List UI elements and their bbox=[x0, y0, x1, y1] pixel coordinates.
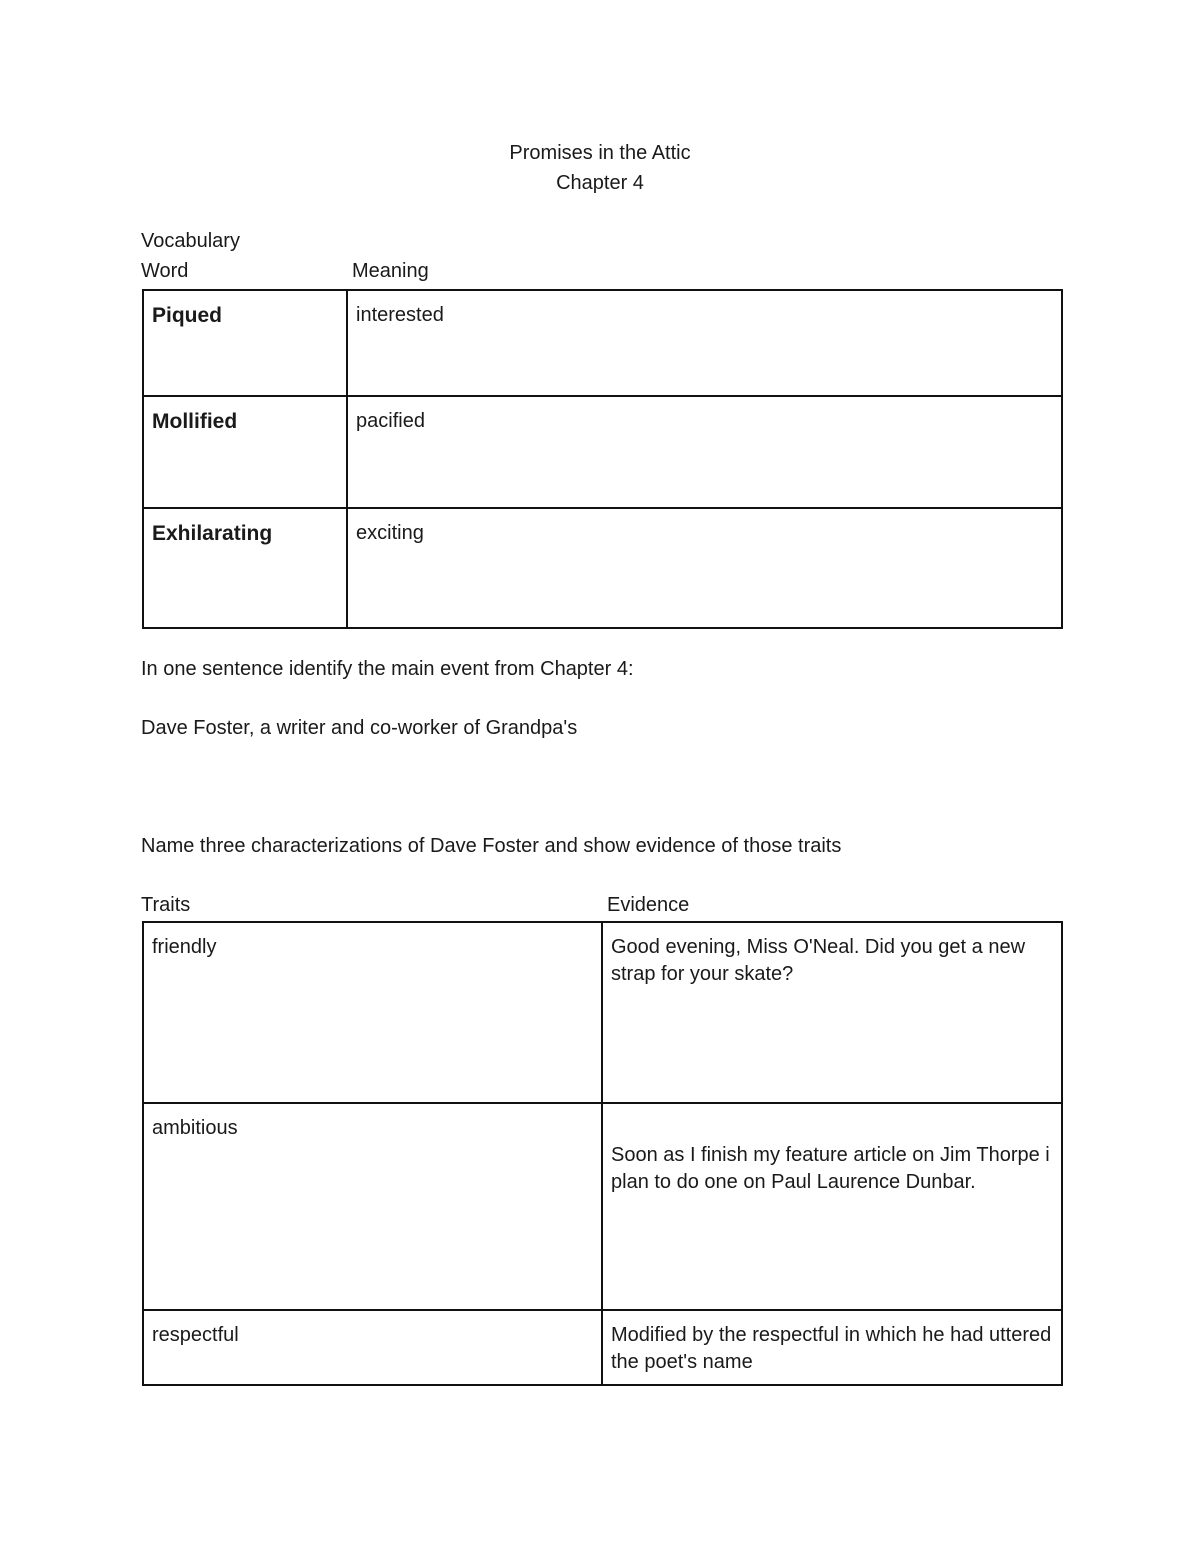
trait-value: friendly bbox=[152, 936, 217, 958]
trait-value: ambitious bbox=[152, 1117, 238, 1139]
vocab-meaning-cell bbox=[347, 290, 1062, 396]
vocab-col-meaning-label: Meaning bbox=[352, 260, 429, 282]
vocab-meaning: exciting bbox=[356, 522, 424, 544]
evidence-col-label: Evidence bbox=[607, 894, 690, 916]
vocab-meaning-cell bbox=[347, 396, 1062, 508]
vocab-word-cell bbox=[143, 396, 347, 508]
page-subtitle: Chapter 4 bbox=[556, 172, 644, 194]
main-event-prompt: In one sentence identify the main event from Chapter 4: bbox=[141, 658, 634, 680]
evidence-cell bbox=[602, 1103, 1062, 1310]
vocab-word: Mollified bbox=[152, 410, 238, 433]
characterization-table bbox=[142, 921, 1063, 1386]
vocab-word: Exhilarating bbox=[152, 522, 273, 545]
vocabulary-heading: Vocabulary bbox=[141, 230, 240, 252]
table-row bbox=[143, 1310, 1062, 1385]
table-row bbox=[143, 1103, 1062, 1310]
vocab-meaning: interested bbox=[356, 304, 444, 326]
trait-cell bbox=[143, 1310, 602, 1385]
vocab-col-word-label: Word bbox=[141, 260, 189, 282]
page-title: Promises in the Attic bbox=[509, 142, 691, 164]
table-row bbox=[143, 396, 1062, 508]
trait-cell bbox=[143, 1103, 602, 1310]
vocabulary-table bbox=[142, 289, 1063, 629]
vocab-word-cell bbox=[143, 290, 347, 396]
vocab-word: Piqued bbox=[152, 304, 223, 327]
evidence-cell bbox=[602, 1310, 1062, 1385]
evidence-value: Good evening, Miss O'Neal. Did you get a new strap for your skate? bbox=[611, 936, 1026, 985]
characterization-prompt: Name three characterizations of Dave Foster and show evidence of those traits bbox=[141, 835, 842, 857]
traits-col-label: Traits bbox=[141, 894, 191, 916]
table-row bbox=[143, 508, 1062, 628]
evidence-cell bbox=[602, 922, 1062, 1103]
main-event-answer: Dave Foster, a writer and co-worker of Grandpa's bbox=[141, 717, 578, 739]
vocab-word-cell bbox=[143, 508, 347, 628]
table-row bbox=[143, 922, 1062, 1103]
trait-cell bbox=[143, 922, 602, 1103]
trait-value: respectful bbox=[152, 1324, 239, 1346]
vocab-meaning-cell bbox=[347, 508, 1062, 628]
table-row bbox=[143, 290, 1062, 396]
evidence-value: Soon as I finish my feature article on Jim Thorpe i plan to do one on Paul Laurence Dunbar. bbox=[611, 1144, 1050, 1193]
vocab-meaning: pacified bbox=[356, 410, 425, 432]
evidence-value: Modified by the respectful in which he had uttered the poet's name bbox=[611, 1324, 1052, 1373]
